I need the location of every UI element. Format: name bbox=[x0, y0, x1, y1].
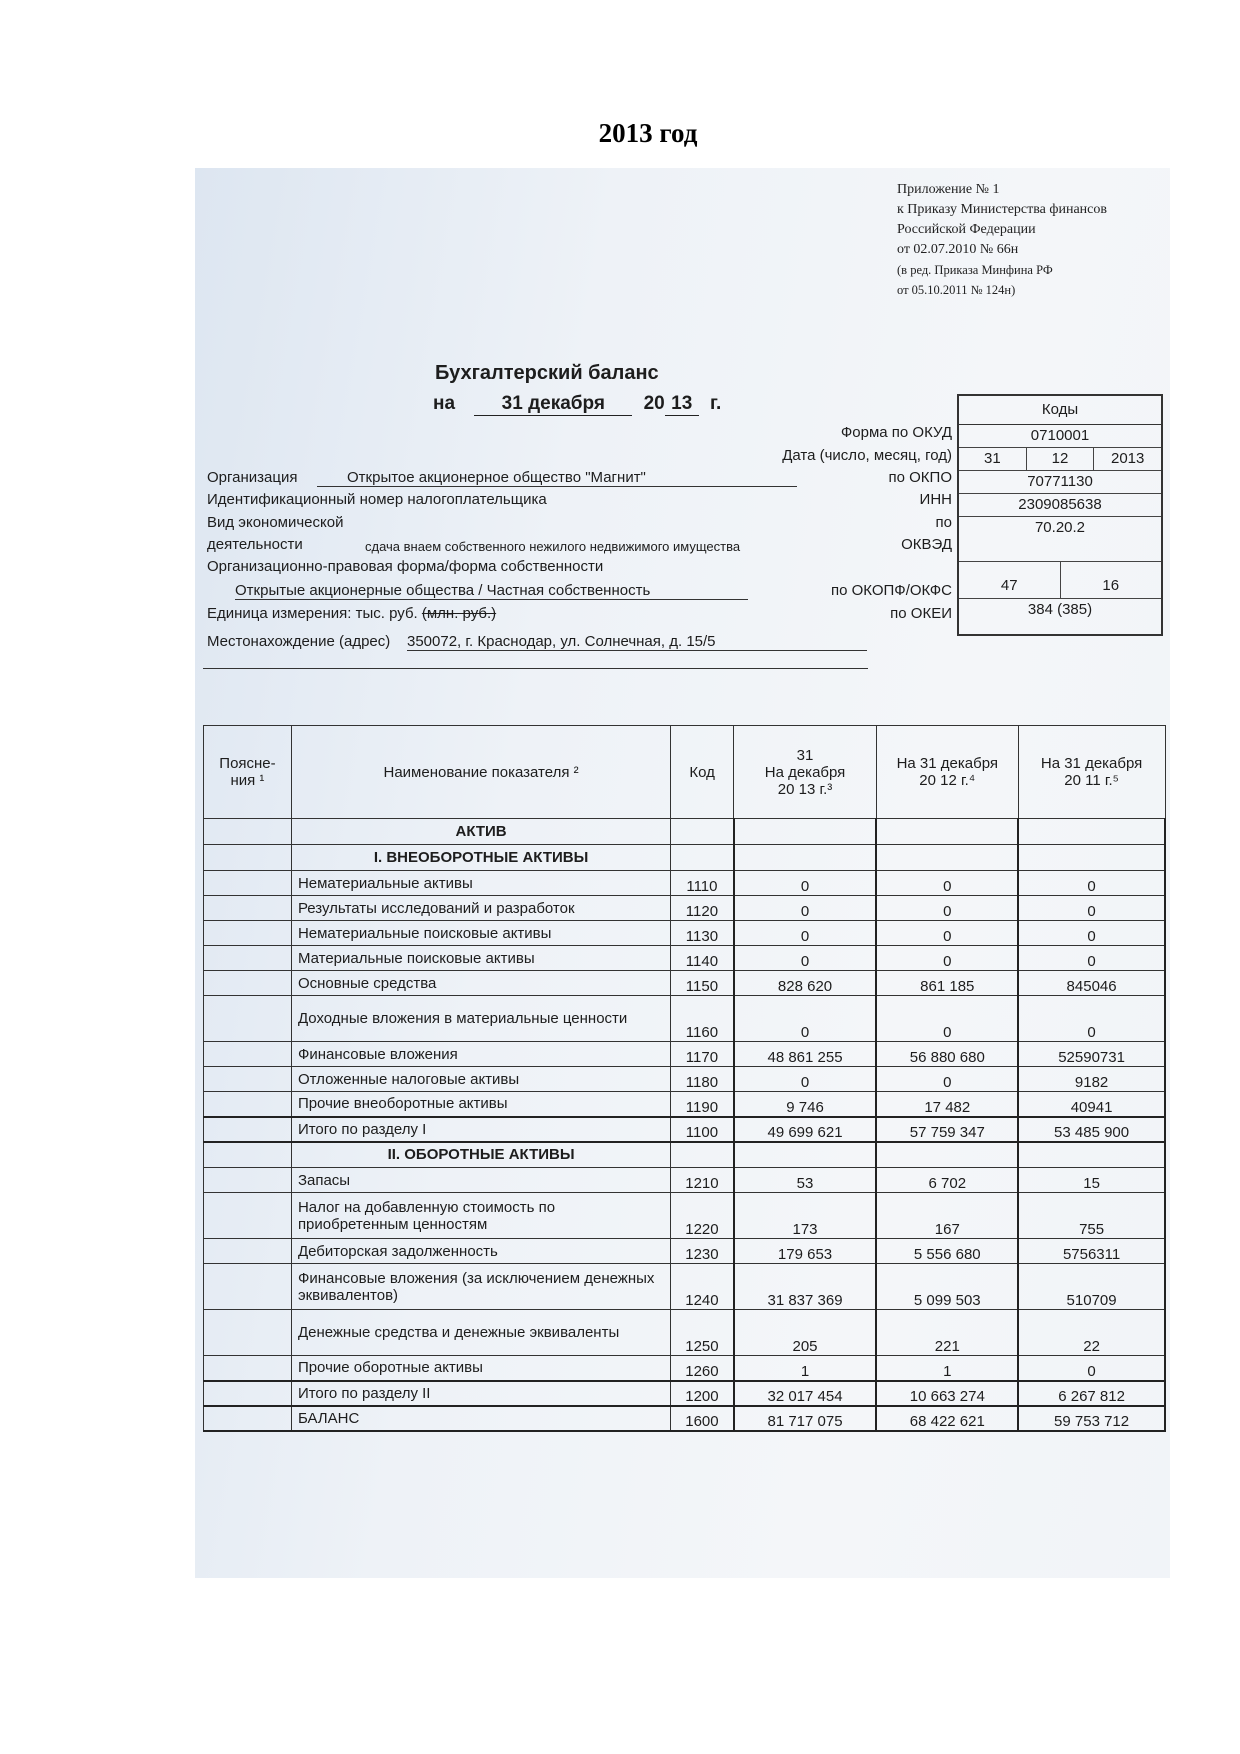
table-row bbox=[204, 1067, 1166, 1092]
okopf-label: по ОКОПФ/ОКФС bbox=[830, 582, 952, 599]
note-cell bbox=[204, 871, 292, 896]
note-cell bbox=[204, 946, 292, 971]
okfs-value: 16 bbox=[1060, 562, 1162, 598]
header-name: Наименование показателя ² bbox=[291, 726, 670, 819]
row-name: БАЛАНС bbox=[291, 1406, 670, 1431]
balance-table bbox=[203, 725, 1166, 1432]
row-code: 1150 bbox=[671, 971, 734, 996]
header-col1 bbox=[734, 726, 877, 819]
row-value-2013: 53 bbox=[734, 1168, 877, 1193]
row-value-2012: 0 bbox=[876, 896, 1018, 921]
row-value-2011: 22 bbox=[1018, 1310, 1165, 1356]
note-cell bbox=[204, 921, 292, 946]
row-name: Финансовые вложения bbox=[291, 1042, 670, 1067]
org-value bbox=[317, 469, 797, 487]
row-value-2011: 755 bbox=[1018, 1193, 1165, 1239]
header-col3-year: 20 11 г.⁵ bbox=[1064, 772, 1119, 789]
activity-value: сдача внаем собственного нежилого недвижимого имущества bbox=[365, 539, 741, 554]
section-row bbox=[204, 819, 1166, 845]
row-value-2011: 0 bbox=[1018, 871, 1165, 896]
header-col1-year: 20 13 г.³ bbox=[777, 780, 833, 798]
address-extra-line bbox=[203, 668, 868, 669]
document-title: Бухгалтерский баланс bbox=[435, 362, 659, 384]
code-cell bbox=[671, 1142, 734, 1168]
row-value-2011: 510709 bbox=[1018, 1264, 1165, 1310]
row-value-2013: 31 837 369 bbox=[734, 1264, 877, 1310]
note-cell bbox=[204, 1142, 292, 1168]
report-date bbox=[433, 393, 721, 416]
row-value-2012: 0 bbox=[876, 921, 1018, 946]
row-value-2012: 5 556 680 bbox=[876, 1239, 1018, 1264]
row-value-2012: 68 422 621 bbox=[876, 1406, 1018, 1431]
inn-code-label: ИНН bbox=[919, 491, 952, 508]
row-name: Дебиторская задолженность bbox=[291, 1239, 670, 1264]
appendix-line: к Приказу Министерства финансов bbox=[897, 202, 1107, 217]
row-name: Итого по разделу I bbox=[291, 1117, 670, 1142]
row-value-2012: 56 880 680 bbox=[876, 1042, 1018, 1067]
row-value-2012: 0 bbox=[876, 946, 1018, 971]
header-col2-year: 20 12 г.⁴ bbox=[919, 772, 976, 789]
row-value-2013: 0 bbox=[734, 871, 877, 896]
row-code: 1110 bbox=[671, 871, 734, 896]
row-code: 1120 bbox=[671, 896, 734, 921]
row-value-2011: 845046 bbox=[1018, 971, 1165, 996]
okved-value: 70.20.2 bbox=[1034, 519, 1086, 536]
value-cell bbox=[876, 1142, 1018, 1168]
page-heading: 2013 год bbox=[598, 118, 698, 148]
okei-label: по ОКЕИ bbox=[890, 605, 952, 622]
form-label: Организационно-правовая форма/форма собственности bbox=[207, 558, 604, 575]
row-value-2011: 0 bbox=[1018, 996, 1165, 1042]
note-cell bbox=[204, 1406, 292, 1431]
note-cell bbox=[204, 1092, 292, 1117]
row-code: 1250 bbox=[671, 1310, 734, 1356]
activity-label-2: деятельности bbox=[207, 536, 303, 553]
row-value-2011: 6 267 812 bbox=[1018, 1381, 1165, 1406]
table-row bbox=[204, 1092, 1166, 1117]
okpo-cell bbox=[959, 471, 1161, 494]
row-name: Материальные поисковые активы bbox=[291, 946, 670, 971]
row-code: 1170 bbox=[671, 1042, 734, 1067]
note-cell bbox=[204, 1381, 292, 1406]
row-value-2011: 9182 bbox=[1018, 1067, 1165, 1092]
row-code: 1220 bbox=[671, 1193, 734, 1239]
row-name: Итого по разделу II bbox=[291, 1381, 670, 1406]
row-value-2012: 1 bbox=[876, 1356, 1018, 1381]
note-cell bbox=[204, 1042, 292, 1067]
table-row bbox=[204, 1310, 1166, 1356]
row-code: 1100 bbox=[671, 1117, 734, 1142]
row-value-2013: 49 699 621 bbox=[734, 1117, 877, 1142]
row-value-2011: 52590731 bbox=[1018, 1042, 1165, 1067]
row-value-2011: 59 753 712 bbox=[1018, 1406, 1165, 1431]
date-label: Дата (число, месяц, год) bbox=[782, 447, 952, 464]
table-row bbox=[204, 1239, 1166, 1264]
unit-struck: (млн. руб.) bbox=[421, 605, 497, 622]
header-col1-mid: На декабря bbox=[764, 763, 846, 781]
note-cell bbox=[204, 1239, 292, 1264]
section-1-title: I. ВНЕОБОРОТНЫЕ АКТИВЫ bbox=[291, 845, 670, 871]
row-value-2013: 0 bbox=[734, 946, 877, 971]
value-cell bbox=[734, 845, 877, 871]
okei-cell bbox=[959, 599, 1161, 621]
date-month: 12 bbox=[1026, 448, 1094, 470]
date-year: 2013 bbox=[1093, 448, 1161, 470]
row-value-2012: 17 482 bbox=[876, 1092, 1018, 1117]
date-cells bbox=[959, 448, 1161, 471]
okud-label: Форма по ОКУД bbox=[840, 424, 952, 441]
date-suffix: г. bbox=[710, 393, 722, 414]
okud-cell bbox=[959, 425, 1161, 448]
row-value-2011: 0 bbox=[1018, 946, 1165, 971]
scanned-form bbox=[195, 168, 1170, 1578]
table-row bbox=[204, 896, 1166, 921]
row-name: Доходные вложения в материальные ценности bbox=[291, 996, 670, 1042]
row-value-2011: 0 bbox=[1018, 1356, 1165, 1381]
value-cell bbox=[1018, 819, 1165, 845]
row-value-2013: 48 861 255 bbox=[734, 1042, 877, 1067]
row-value-2011: 15 bbox=[1018, 1168, 1165, 1193]
row-value-2012: 0 bbox=[876, 871, 1018, 896]
okved-label-1: по bbox=[935, 514, 952, 531]
row-name: Запасы bbox=[291, 1168, 670, 1193]
row-code: 1180 bbox=[671, 1067, 734, 1092]
value-cell bbox=[734, 1142, 877, 1168]
code-cell bbox=[671, 845, 734, 871]
row-value-2012: 0 bbox=[876, 1067, 1018, 1092]
table-row bbox=[204, 1042, 1166, 1067]
appendix-line: Приложение № 1 bbox=[897, 182, 1000, 197]
row-value-2013: 173 bbox=[734, 1193, 877, 1239]
note-cell bbox=[204, 1067, 292, 1092]
okpo-label: по ОКПО bbox=[888, 469, 952, 486]
row-value-2012: 57 759 347 bbox=[876, 1117, 1018, 1142]
row-value-2011: 40941 bbox=[1018, 1092, 1165, 1117]
activity-label-1: Вид экономической bbox=[207, 514, 344, 531]
okved-label-2: ОКВЭД bbox=[901, 536, 952, 553]
note-cell bbox=[204, 845, 292, 871]
row-name: Основные средства bbox=[291, 971, 670, 996]
header-col2 bbox=[876, 726, 1018, 819]
row-code: 1130 bbox=[671, 921, 734, 946]
row-value-2013: 205 bbox=[734, 1310, 877, 1356]
row-code: 1230 bbox=[671, 1239, 734, 1264]
inn-cell bbox=[959, 494, 1161, 517]
row-value-2011: 53 485 900 bbox=[1018, 1117, 1165, 1142]
table-row bbox=[204, 996, 1166, 1042]
row-name: Прочие внеоборотные активы bbox=[291, 1092, 670, 1117]
okei-value: 384 (385) bbox=[1027, 601, 1093, 618]
row-value-2013: 179 653 bbox=[734, 1239, 877, 1264]
okopf-value: 47 bbox=[1000, 577, 1018, 594]
row-value-2013: 0 bbox=[734, 896, 877, 921]
form-value-line bbox=[235, 582, 748, 600]
note-cell bbox=[204, 1356, 292, 1381]
table-body bbox=[204, 819, 1166, 1431]
appendix-line: (в ред. Приказа Минфина РФ bbox=[897, 263, 1053, 277]
table-row bbox=[204, 1356, 1166, 1381]
row-code: 1260 bbox=[671, 1356, 734, 1381]
codes-box bbox=[957, 394, 1163, 636]
okved-cell bbox=[959, 517, 1161, 562]
row-code: 1200 bbox=[671, 1381, 734, 1406]
address-value-line bbox=[407, 633, 867, 651]
header-col3-top: На 31 декабря bbox=[1040, 755, 1143, 772]
row-code: 1140 bbox=[671, 946, 734, 971]
note-cell bbox=[204, 1168, 292, 1193]
header-code: Код bbox=[671, 726, 734, 819]
row-value-2012: 0 bbox=[876, 996, 1018, 1042]
row-value-2011: 0 bbox=[1018, 896, 1165, 921]
note-cell bbox=[204, 1117, 292, 1142]
code-cell bbox=[671, 819, 734, 845]
row-code: 1160 bbox=[671, 996, 734, 1042]
table-row bbox=[204, 871, 1166, 896]
unit-text: Единица измерения: тыс. руб. bbox=[207, 605, 418, 622]
table-row-total bbox=[204, 1117, 1166, 1142]
table-row-total bbox=[204, 1406, 1166, 1431]
row-value-2013: 32 017 454 bbox=[734, 1381, 877, 1406]
table-row bbox=[204, 946, 1166, 971]
appendix-note bbox=[897, 180, 1107, 300]
row-name: Налог на добавленную стоимость по приобретенным ценностям bbox=[291, 1193, 670, 1239]
inn-value: 2309085638 bbox=[1018, 496, 1102, 513]
table-row bbox=[204, 1168, 1166, 1193]
value-cell bbox=[734, 819, 877, 845]
okopf-cells bbox=[959, 562, 1161, 599]
note-cell bbox=[204, 1264, 292, 1310]
table-row bbox=[204, 1193, 1166, 1239]
section-active: АКТИВ bbox=[291, 819, 670, 845]
date-day-month: 31 декабря bbox=[474, 393, 632, 416]
section-row bbox=[204, 1142, 1166, 1168]
org-label: Организация bbox=[207, 469, 298, 486]
row-value-2012: 6 702 bbox=[876, 1168, 1018, 1193]
inn-label: Идентификационный номер налогоплательщика bbox=[207, 491, 547, 508]
address-label: Местонахождение (адрес) bbox=[207, 633, 391, 650]
date-year-prefix: 20 bbox=[643, 393, 665, 414]
row-code: 1240 bbox=[671, 1264, 734, 1310]
appendix-line: Российской Федерации bbox=[897, 222, 1036, 237]
value-cell bbox=[876, 819, 1018, 845]
org-name: Открытое акционерное общество "Магнит" bbox=[347, 469, 646, 486]
appendix-line: от 05.10.2011 № 124н) bbox=[897, 283, 1016, 297]
form-value: Открытые акционерные общества / Частная собственность bbox=[235, 582, 651, 599]
table-header-row bbox=[204, 726, 1166, 819]
row-value-2012: 10 663 274 bbox=[876, 1381, 1018, 1406]
note-cell bbox=[204, 819, 292, 845]
note-cell bbox=[204, 896, 292, 921]
unit-label bbox=[207, 605, 496, 622]
table-row-total bbox=[204, 1381, 1166, 1406]
row-value-2011: 5756311 bbox=[1018, 1239, 1165, 1264]
header-col1-top: 31 bbox=[796, 746, 814, 764]
row-value-2011: 0 bbox=[1018, 921, 1165, 946]
table-row bbox=[204, 1264, 1166, 1310]
section-row bbox=[204, 845, 1166, 871]
row-value-2013: 0 bbox=[734, 921, 877, 946]
header-col2-top: На 31 декабря bbox=[896, 755, 998, 772]
row-value-2012: 861 185 bbox=[876, 971, 1018, 996]
value-cell bbox=[1018, 845, 1165, 871]
note-cell bbox=[204, 1310, 292, 1356]
row-code: 1190 bbox=[671, 1092, 734, 1117]
row-value-2012: 221 bbox=[876, 1310, 1018, 1356]
row-value-2013: 1 bbox=[734, 1356, 877, 1381]
row-value-2013: 828 620 bbox=[734, 971, 877, 996]
row-value-2012: 167 bbox=[876, 1193, 1018, 1239]
row-name: Финансовые вложения (за исключением денежных эквивалентов) bbox=[291, 1264, 670, 1310]
date-year-suffix: 13 bbox=[665, 393, 699, 416]
appendix-line: от 02.07.2010 № 66н bbox=[897, 242, 1019, 257]
okpo-value: 70771130 bbox=[1027, 473, 1093, 490]
table-row bbox=[204, 971, 1166, 996]
row-value-2013: 0 bbox=[734, 996, 877, 1042]
row-name: Нематериальные поисковые активы bbox=[291, 921, 670, 946]
address-value: 350072, г. Краснодар, ул. Солнечная, д. 15/5 bbox=[407, 633, 716, 650]
row-name: Денежные средства и денежные эквиваленты bbox=[291, 1310, 670, 1356]
row-name: Прочие оборотные активы bbox=[291, 1356, 670, 1381]
header-note: Поясне-ния ¹ bbox=[204, 726, 292, 819]
row-name: Результаты исследований и разработок bbox=[291, 896, 670, 921]
date-prefix: на bbox=[433, 393, 456, 414]
codes-header: Коды bbox=[959, 396, 1161, 425]
row-name: Нематериальные активы bbox=[291, 871, 670, 896]
table-row bbox=[204, 921, 1166, 946]
value-cell bbox=[1018, 1142, 1165, 1168]
header-col3 bbox=[1018, 726, 1165, 819]
row-value-2013: 81 717 075 bbox=[734, 1406, 877, 1431]
note-cell bbox=[204, 971, 292, 996]
row-value-2013: 9 746 bbox=[734, 1092, 877, 1117]
row-value-2013: 0 bbox=[734, 1067, 877, 1092]
value-cell bbox=[876, 845, 1018, 871]
row-name: Отложенные налоговые активы bbox=[291, 1067, 670, 1092]
note-cell bbox=[204, 996, 292, 1042]
date-day: 31 bbox=[983, 450, 1001, 467]
note-cell bbox=[204, 1193, 292, 1239]
okud-value: 0710001 bbox=[1030, 427, 1090, 444]
row-value-2012: 5 099 503 bbox=[876, 1264, 1018, 1310]
row-code: 1600 bbox=[671, 1406, 734, 1431]
section-title: II. ОБОРОТНЫЕ АКТИВЫ bbox=[291, 1142, 670, 1168]
row-code: 1210 bbox=[671, 1168, 734, 1193]
